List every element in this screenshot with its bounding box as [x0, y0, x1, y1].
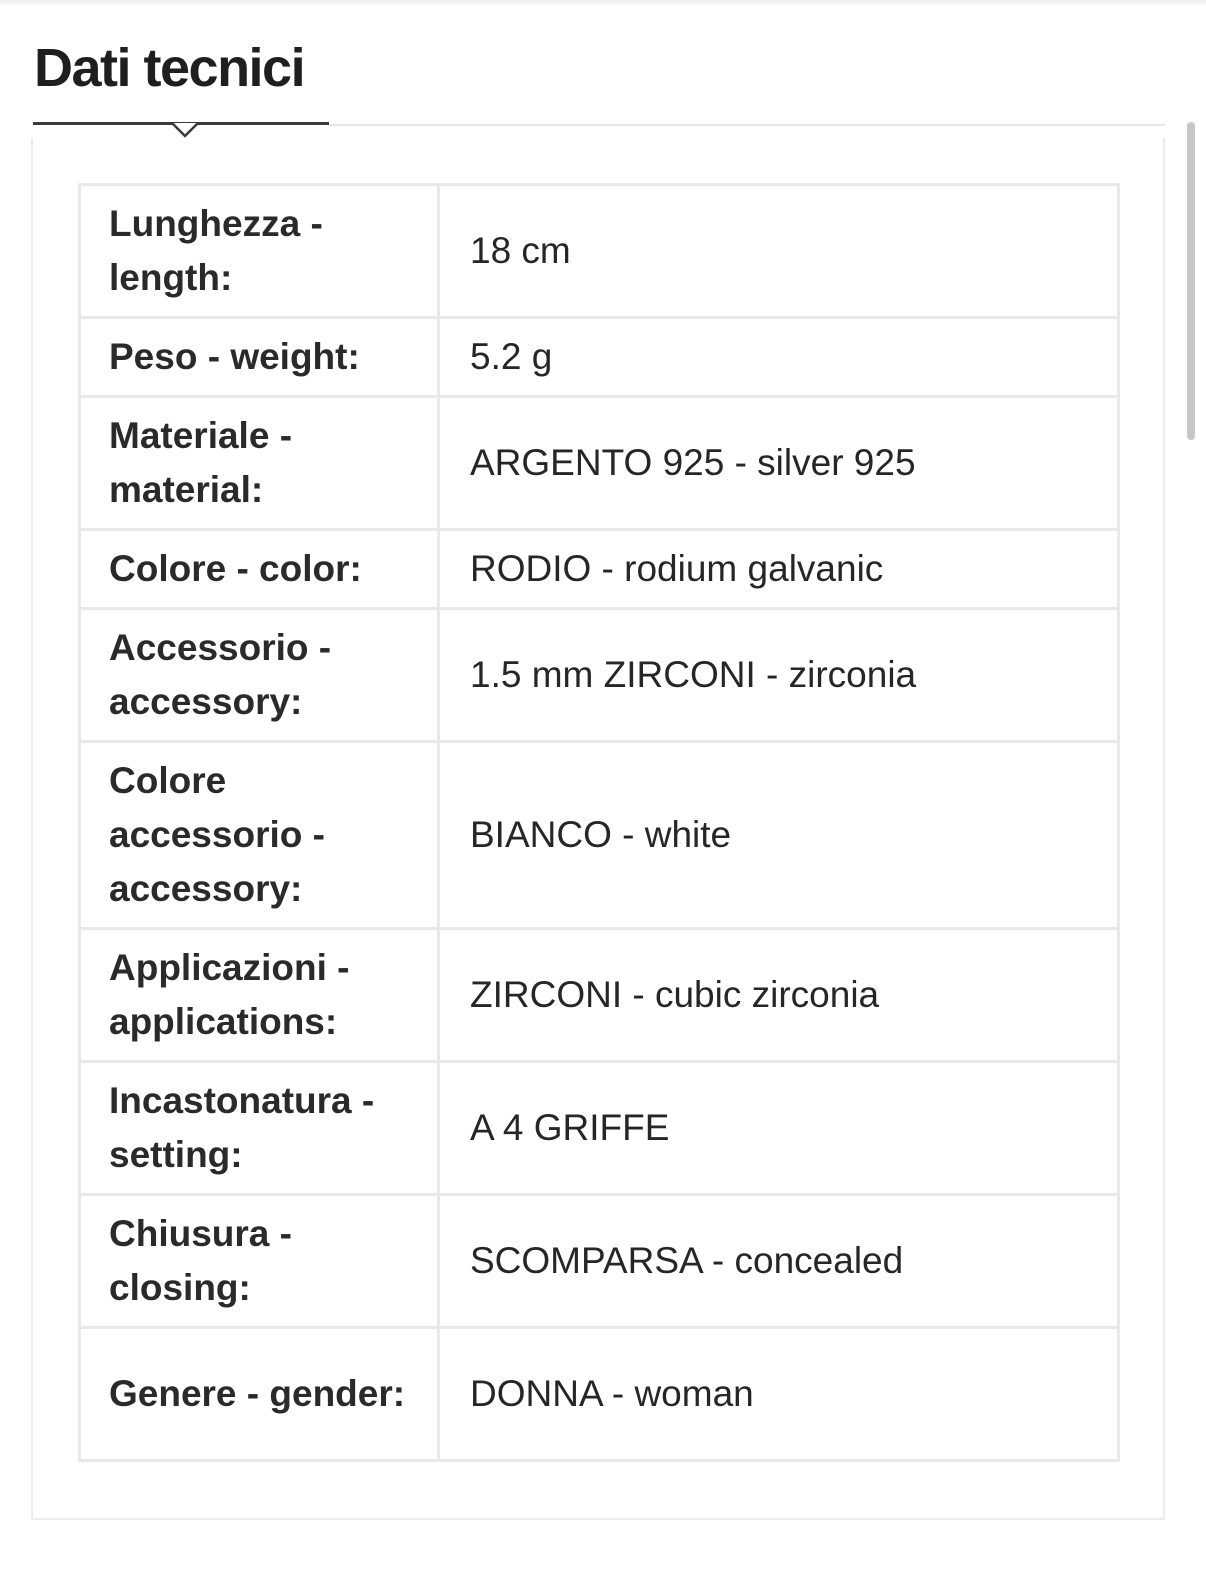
spec-value: 1.5 mm ZIRCONI - zirconia [439, 609, 1119, 742]
spec-label: Materiale - material: [80, 397, 439, 530]
spec-label: Genere - gender: [80, 1328, 439, 1461]
spec-label: Accessorio - accessory: [80, 609, 439, 742]
spec-label: Lunghezza - length: [80, 185, 439, 318]
table-row [80, 185, 1119, 318]
technical-specs-table [78, 183, 1120, 1462]
spec-label: Colore - color: [80, 530, 439, 609]
spec-value: 5.2 g [439, 318, 1119, 397]
table-row [80, 530, 1119, 609]
spec-value: 18 cm [439, 185, 1119, 318]
spec-value: SCOMPARSA - concealed [439, 1195, 1119, 1328]
spec-label: Incastonatura - setting: [80, 1062, 439, 1195]
tab-dati-tecnici[interactable]: Dati tecnici [34, 38, 305, 98]
spec-label: Chiusura - closing: [80, 1195, 439, 1328]
vertical-scrollbar[interactable] [1187, 122, 1195, 440]
spec-value: DONNA - woman [439, 1328, 1119, 1461]
spec-label: Colore accessorio - accessory: [80, 742, 439, 929]
table-row [80, 929, 1119, 1062]
table-row [80, 1328, 1119, 1461]
table-row [80, 609, 1119, 742]
table-row [80, 1062, 1119, 1195]
spec-value: A 4 GRIFFE [439, 1062, 1119, 1195]
spec-value: ARGENTO 925 - silver 925 [439, 397, 1119, 530]
top-edge-shadow [0, 0, 1206, 6]
spec-value: RODIO - rodium galvanic [439, 530, 1119, 609]
spec-label: Applicazioni - applications: [80, 929, 439, 1062]
tab-bar-divider [329, 124, 1165, 126]
spec-value: BIANCO - white [439, 742, 1119, 929]
table-row [80, 1195, 1119, 1328]
table-row [80, 397, 1119, 530]
spec-value: ZIRCONI - cubic zirconia [439, 929, 1119, 1062]
spec-label: Peso - weight: [80, 318, 439, 397]
table-row [80, 318, 1119, 397]
table-row [80, 742, 1119, 929]
